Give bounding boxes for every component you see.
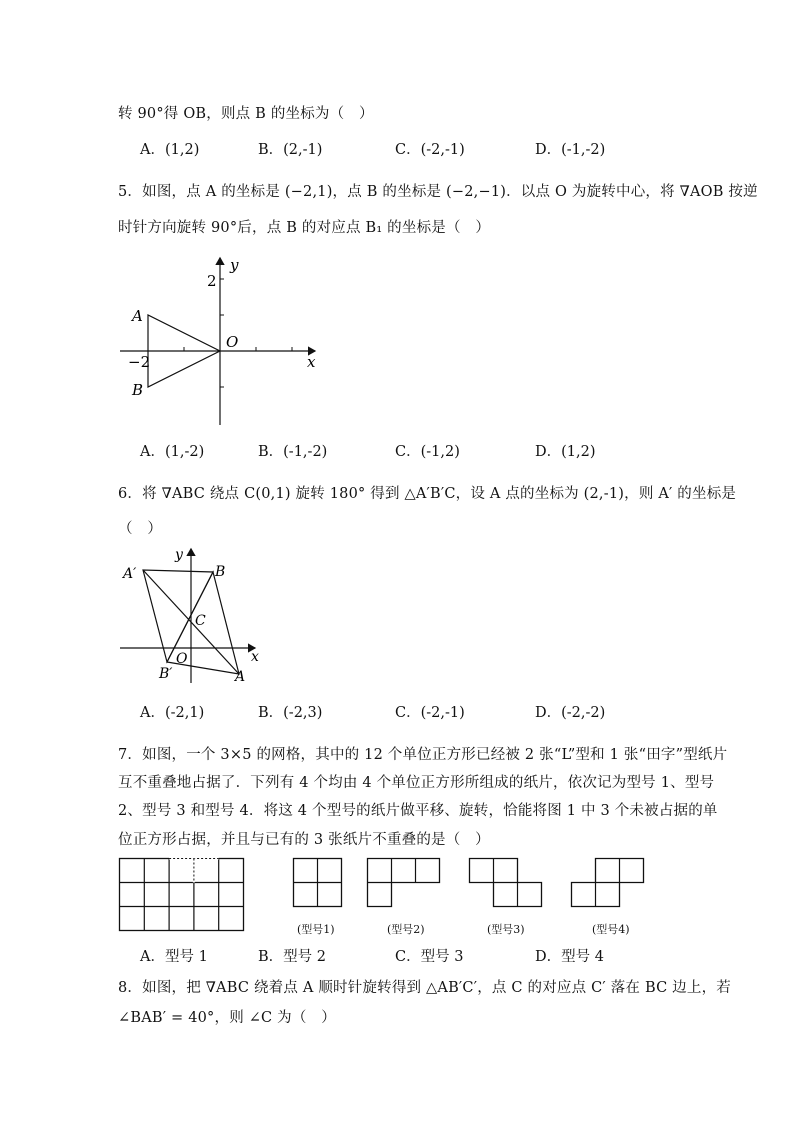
- q6-label-o: O: [176, 651, 188, 667]
- q5-stem-line-1: 5．如图，点 A 的坐标是 (−2,1)，点 B 的坐标是 (−2,−1)．以点 O 为旋转中心，将 ∇AOB 按逆: [118, 184, 758, 200]
- q4-option-b[interactable]: B．(2,-1): [258, 142, 323, 158]
- q4-option-a[interactable]: A．(1,2): [140, 142, 200, 158]
- q6-option-a[interactable]: A．(-2,1): [140, 705, 205, 721]
- q6-label-a: A: [235, 669, 246, 685]
- q5-option-a[interactable]: A．(1,-2): [140, 444, 205, 460]
- q6-option-c[interactable]: C．(-2,-1): [395, 705, 465, 721]
- q6-figure: [115, 543, 275, 688]
- q7-piece-type-1: [292, 857, 346, 911]
- q7-option-c[interactable]: C．型号 3: [395, 949, 464, 965]
- q5-figure: [110, 250, 330, 430]
- q5-label-x: x: [307, 353, 316, 371]
- q6-label-b: B: [215, 564, 226, 580]
- q6-stem-line-1: 6．将 ∇ABC 绕点 C(0,1) 旋转 180° 得到 △A′B′C，设 A 点的坐标为 (2,-1)，则 A′ 的坐标是: [118, 486, 737, 502]
- q4-option-c[interactable]: C．(-2,-1): [395, 142, 465, 158]
- q4-stem-continuation: 转 90°得 OB，则点 B 的坐标为（ ）: [118, 106, 374, 122]
- q7-caption-type-1: (型号1): [297, 923, 335, 936]
- q5-label-2: 2: [207, 272, 217, 290]
- q7-caption-type-4: (型号4): [592, 923, 630, 936]
- q5-label-y: y: [230, 256, 239, 274]
- q8-stem-line-2: ∠BAB′ = 40°，则 ∠C 为（ ）: [118, 1010, 336, 1026]
- q7-stem-line-1: 7．如图，一个 3×5 的网格，其中的 12 个单位正方形已经被 2 张“L”型和 1 张“田字”型纸片: [118, 747, 728, 763]
- q6-stem-line-2: （ ）: [118, 521, 163, 537]
- q6-label-x: x: [251, 649, 259, 665]
- q5-label-b: B: [132, 381, 144, 399]
- q8-stem-line-1: 8．如图，把 ∇ABC 绕着点 A 顺时针旋转得到 △AB′C′，点 C 的对应点 C′ 落在 BC 边上，若: [118, 980, 731, 996]
- q7-option-d[interactable]: D．型号 4: [535, 949, 604, 965]
- q7-caption-type-2: (型号2): [387, 923, 425, 936]
- q7-caption-type-3: (型号3): [487, 923, 525, 936]
- q5-option-c[interactable]: C．(-1,2): [395, 444, 460, 460]
- q7-option-b[interactable]: B．型号 2: [258, 949, 326, 965]
- q6-label-c: C: [195, 613, 206, 629]
- q7-stem-line-2: 互不重叠地占据了．下列有 4 个均由 4 个单位正方形所组成的纸片，依次记为型号 1、型号: [118, 775, 715, 791]
- q5-label-a: A: [132, 307, 143, 325]
- q5-label-neg2: −2: [128, 353, 151, 371]
- q7-piece-type-4: [570, 857, 650, 911]
- q6-label-a-prime: A′: [123, 566, 137, 582]
- q6-option-b[interactable]: B．(-2,3): [258, 705, 323, 721]
- q6-label-b-prime: B′: [159, 666, 173, 682]
- q5-option-b[interactable]: B．(-1,-2): [258, 444, 328, 460]
- q6-option-d[interactable]: D．(-2,-2): [535, 705, 606, 721]
- q7-grid-figure: [118, 857, 248, 932]
- q4-option-d[interactable]: D．(-1,-2): [535, 142, 606, 158]
- q7-piece-type-3: [468, 857, 548, 911]
- q6-label-y: y: [175, 547, 183, 563]
- q7-option-a[interactable]: A．型号 1: [140, 949, 208, 965]
- q7-stem-line-3: 2、型号 3 和型号 4．将这 4 个型号的纸片做平移、旋转，恰能将图 1 中 3 个未被占据的单: [118, 803, 718, 819]
- q5-stem-line-2: 时针方向旋转 90°后，点 B 的对应点 B₁ 的坐标是（ ）: [118, 220, 491, 236]
- q7-stem-line-4: 位正方形占据，并且与已有的 3 张纸片不重叠的是（ ）: [118, 832, 490, 848]
- q5-option-d[interactable]: D．(1,2): [535, 444, 596, 460]
- q5-label-o: O: [226, 333, 239, 351]
- q7-piece-type-2: [366, 857, 446, 911]
